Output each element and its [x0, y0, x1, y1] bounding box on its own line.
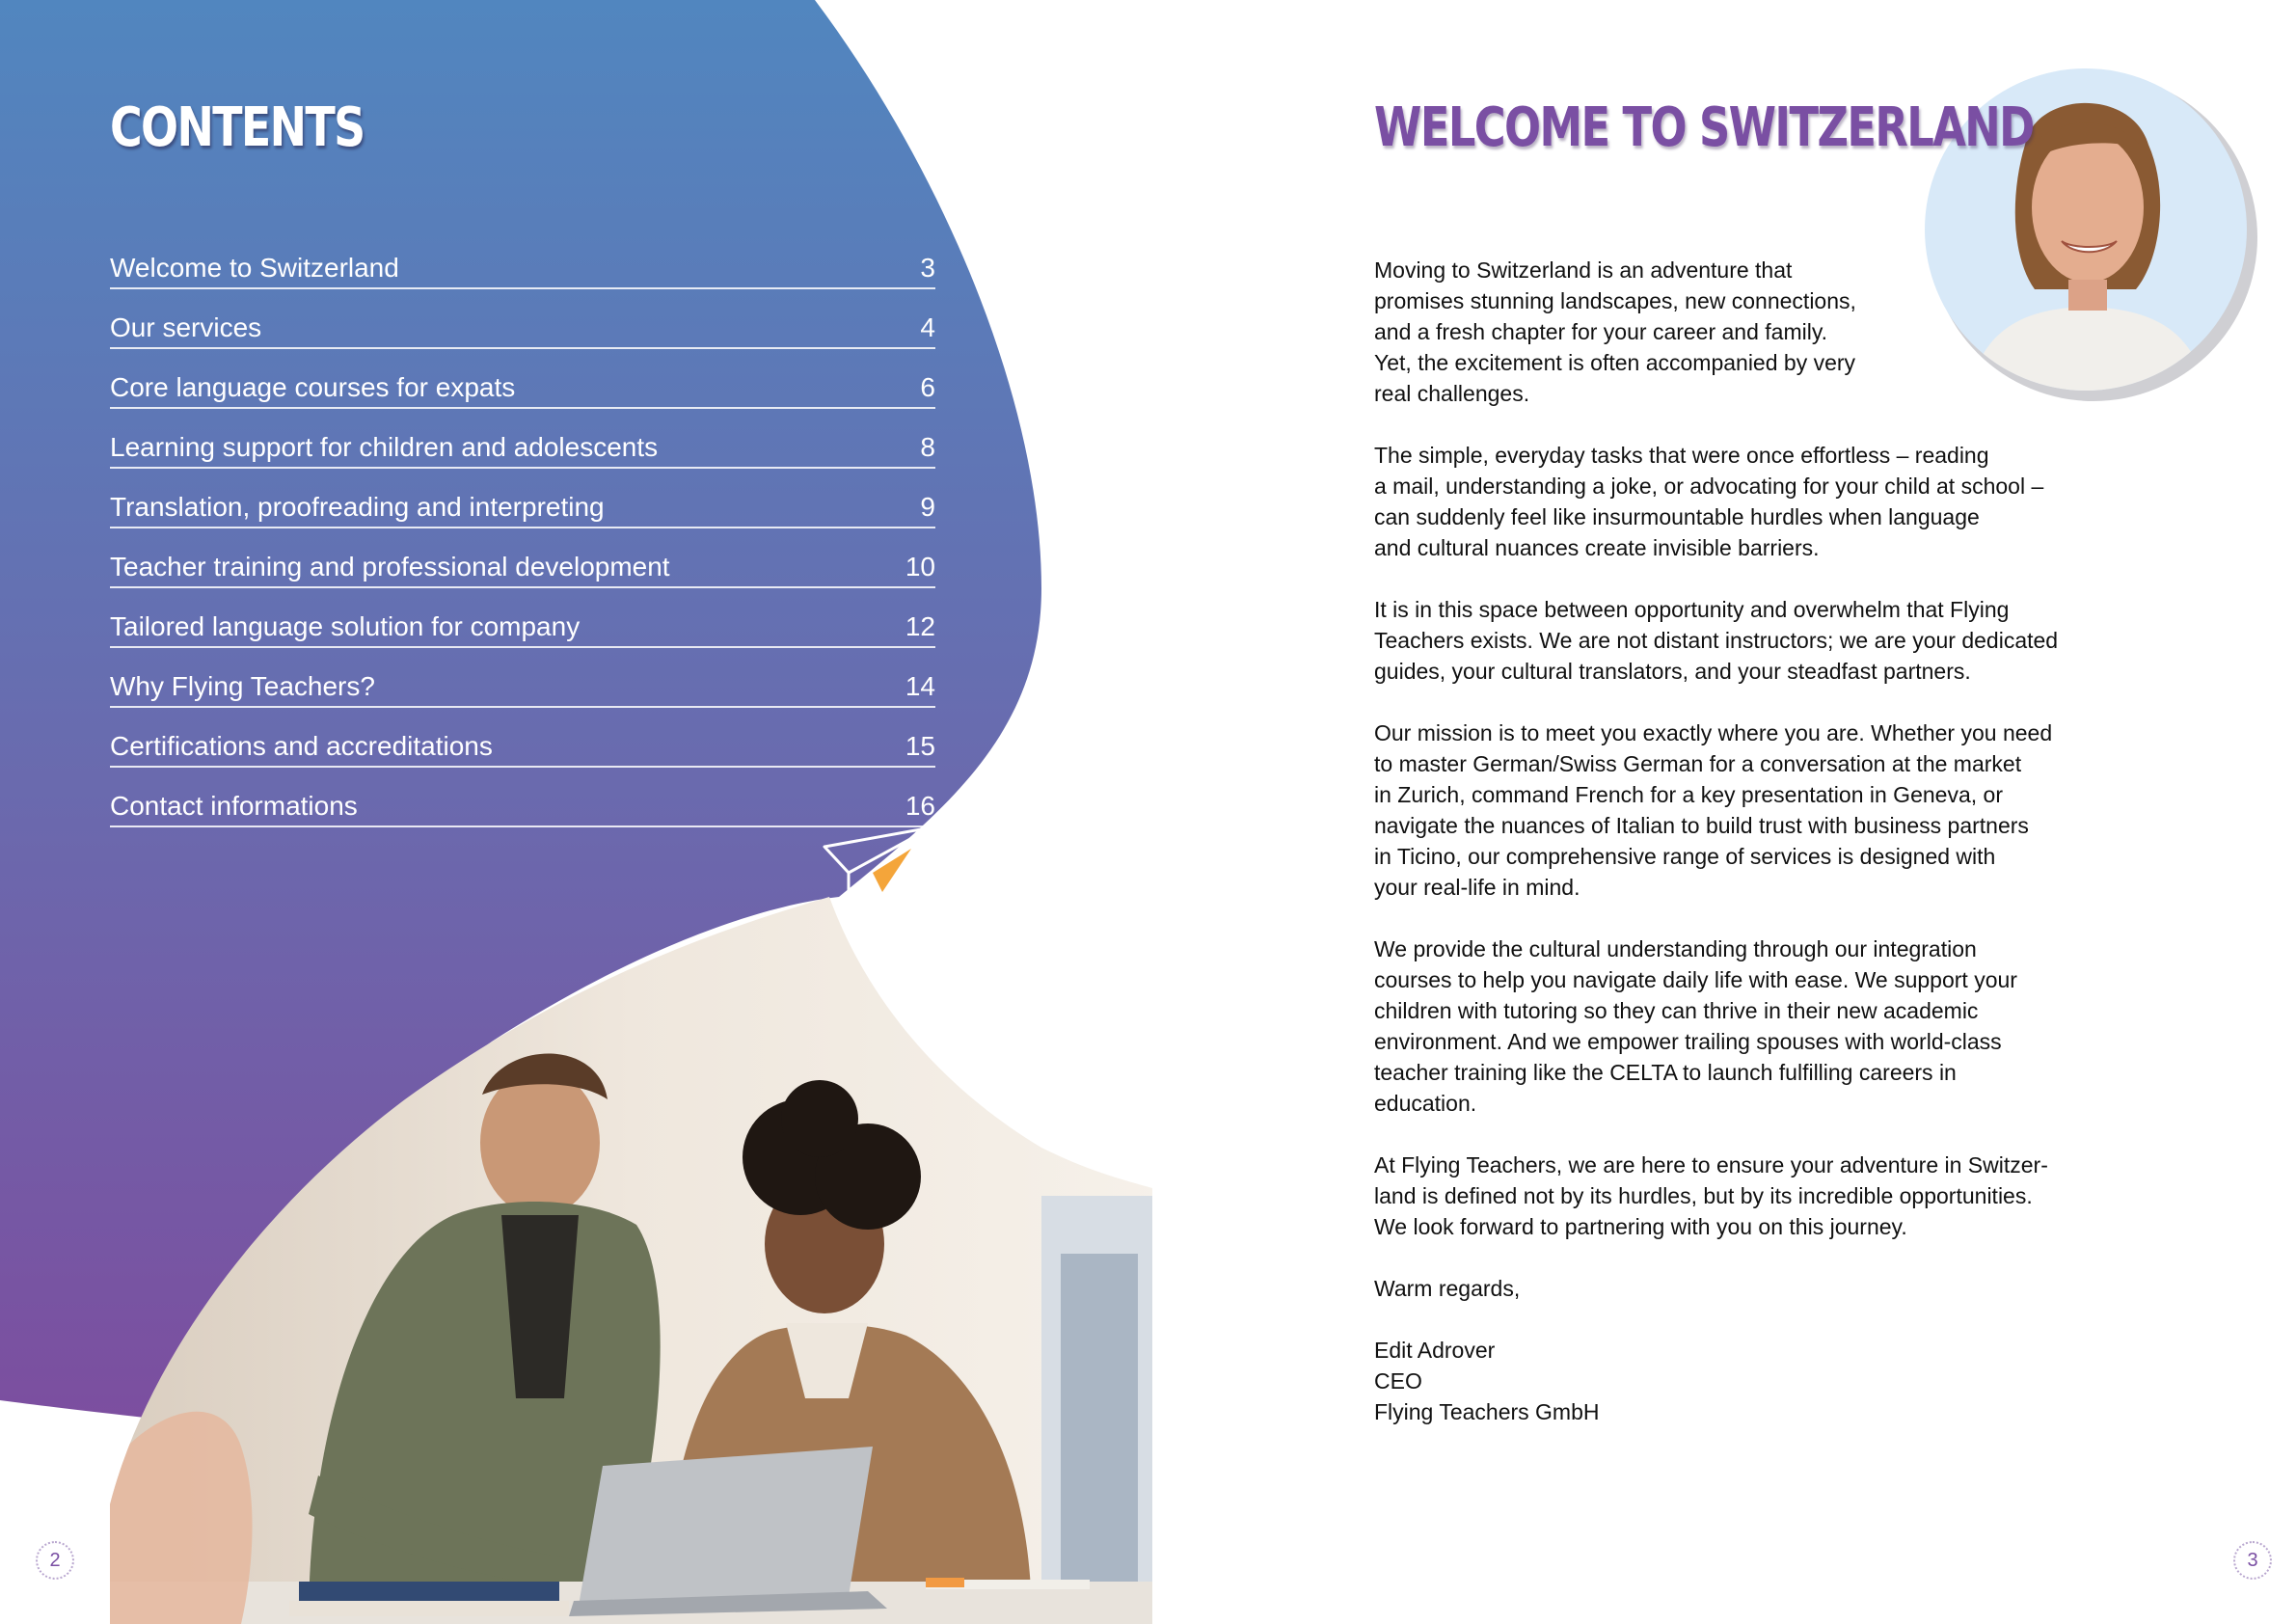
toc-item-page: 16 — [905, 791, 935, 821]
letter-paragraph: Our mission is to meet you exactly where you are. Whether you need to master German/Swiss German for a conversation at the market in Zurich, command French for a key presentation in Geneva, or navigate the nuances of Italian to build trust with business partners in Ticino, our comprehensive range of services is designed with your real-life in mind. — [1374, 720, 2053, 900]
signature-role: CEO — [1374, 1368, 1422, 1394]
toc-item-page: 9 — [920, 492, 935, 522]
letter-closing: Warm regards, — [1374, 1276, 1521, 1301]
toc-item[interactable] — [110, 710, 935, 768]
toc-item-label: Contact informations — [110, 791, 358, 821]
letter-paragraph: We provide the cultural understanding through our integration courses to help you navigate daily life with ease. We support your children with tutoring so they can thrive in their new academic environment. And we empower trailing spouses with world-class teacher training like the CELTA to launch fulfilling careers in education. — [1374, 936, 2017, 1116]
letter-paragraph: It is in this space between opportunity and overwhelm that Flying Teachers exists. We are not distant instructors; we are your dedicated guides, your cultural translators, and your steadfast partners. — [1374, 597, 2059, 684]
signature-name: Edit Adrover — [1374, 1338, 1496, 1363]
toc-item-page: 4 — [920, 312, 935, 342]
welcome-title: WELCOME TO SWITZERLAND — [1374, 96, 2034, 159]
letter-paragraph: Moving to Switzerland is an adventure that promises stunning landscapes, new connections, and a fresh chapter for your career and family. Yet, the excitement is often accompanied by very real challenges. — [1374, 257, 1856, 406]
toc-item-label: Translation, proofreading and interpreting — [110, 492, 605, 522]
table-of-contents — [110, 231, 935, 829]
toc-item-label: Core language courses for expats — [110, 372, 516, 402]
toc-item-label: Certifications and accreditations — [110, 731, 493, 761]
toc-item-page: 6 — [920, 372, 935, 402]
toc-item[interactable] — [110, 770, 935, 827]
toc-item[interactable] — [110, 650, 935, 708]
toc-item[interactable] — [110, 411, 935, 469]
toc-item-page: 3 — [920, 253, 935, 283]
signature-company: Flying Teachers GmbH — [1374, 1399, 1600, 1424]
toc-item-label: Why Flying Teachers? — [110, 671, 375, 701]
toc-item-page: 14 — [905, 671, 935, 701]
letter-paragraph: The simple, everyday tasks that were once effortless – reading a mail, understanding a joke, or advocating for your child at school – can suddenly feel like insurmountable hurdles when language and cultural nuances create invisible barriers. — [1374, 443, 2044, 560]
toc-item-page: 10 — [905, 552, 935, 582]
toc-item-label: Welcome to Switzerland — [110, 253, 399, 283]
toc-item[interactable] — [110, 590, 935, 648]
toc-item-label: Teacher training and professional development — [110, 552, 670, 582]
toc-item-label: Tailored language solution for company — [110, 611, 581, 641]
letter-paragraph: At Flying Teachers, we are here to ensure your adventure in Switzer- land is defined not by its hurdles, but by its incredible opportunities. We look forward to partnering with you on this journey. — [1374, 1152, 2048, 1239]
toc-item[interactable] — [110, 291, 935, 349]
toc-item-page: 15 — [905, 731, 935, 761]
toc-item[interactable] — [110, 530, 935, 588]
welcome-letter — [1374, 255, 2107, 1427]
toc-item-page: 12 — [905, 611, 935, 641]
toc-item[interactable] — [110, 351, 935, 409]
page-number-left: 2 — [36, 1541, 74, 1580]
toc-item[interactable] — [110, 471, 935, 528]
page-number-right: 3 — [2233, 1541, 2272, 1580]
toc-item[interactable] — [110, 231, 935, 289]
toc-item-label: Our services — [110, 312, 262, 342]
toc-item-label: Learning support for children and adolescents — [110, 432, 659, 462]
contents-title: CONTENTS — [110, 96, 365, 159]
toc-item-page: 8 — [920, 432, 935, 462]
